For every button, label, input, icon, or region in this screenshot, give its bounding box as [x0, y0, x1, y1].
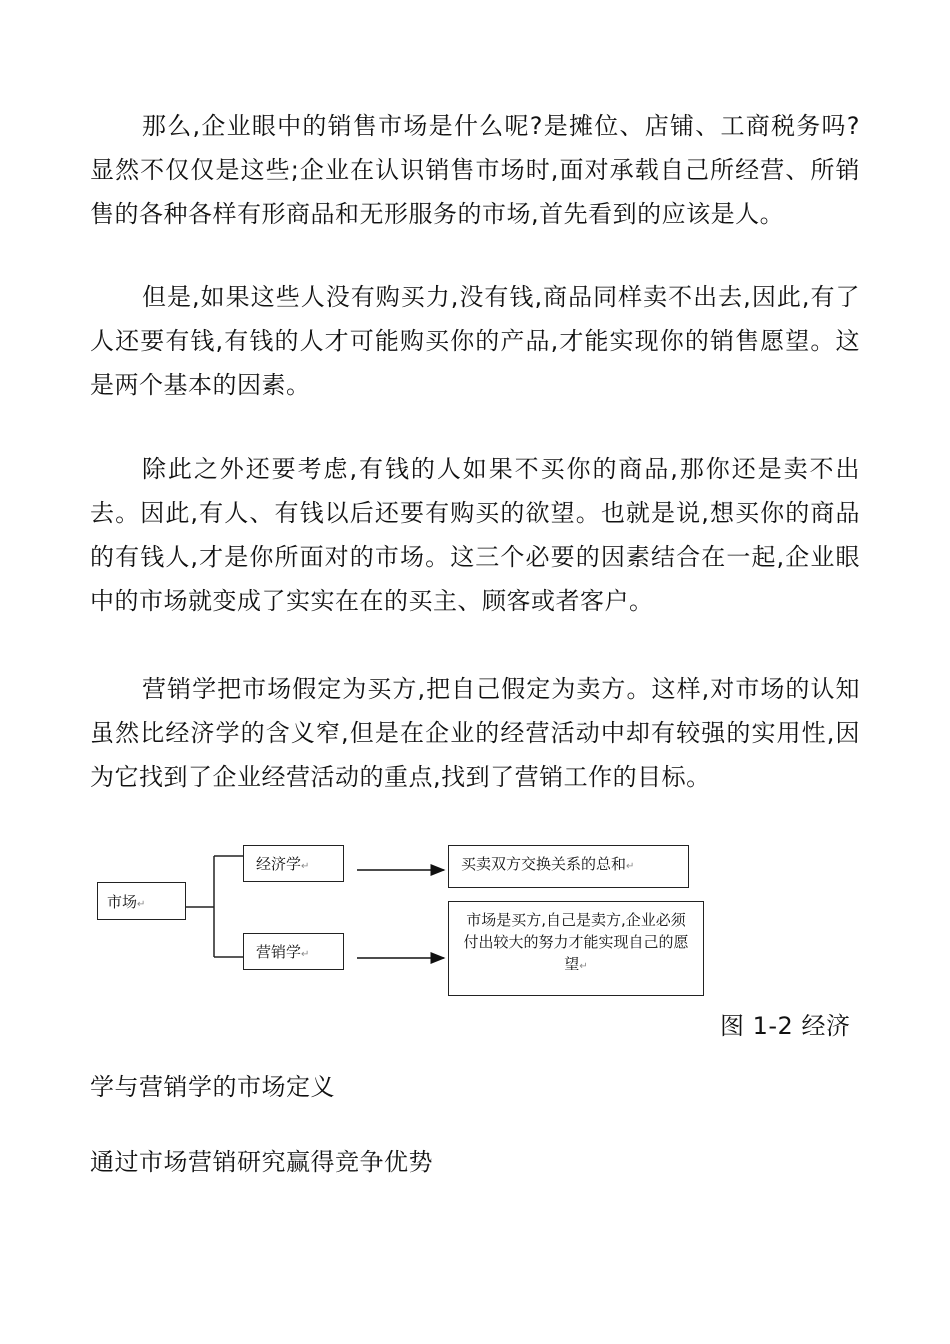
paragraph-4: 营销学把市场假定为买方,把自己假定为卖方。这样,对市场的认知虽然比经济学的含义窄,但是在企业的经营活动中却有较强的实用性,因为它找到了企业经营活动的重点,找到了营销工作的目标。 [90, 675, 860, 791]
return-mark: ↵ [579, 961, 588, 972]
diagram-node-market-label: 市场 [107, 893, 138, 911]
paragraph-2: 但是,如果这些人没有购买力,没有钱,商品同样卖不出去,因此,有了人还要有钱,有钱的人才可能购买你的产品,才能实现你的销售愿望。这是两个基本的因素。 [90, 283, 860, 399]
diagram-node-marketing [243, 933, 344, 970]
return-mark: ↵ [301, 949, 310, 960]
return-mark: ↵ [137, 899, 146, 910]
diagram-node-economics-label: 经济学 [256, 855, 302, 873]
diagram-node-economics [243, 845, 344, 882]
diagram-node-marketing-definition [448, 901, 704, 996]
figure-caption-part1: 图 1-2 经济 [720, 1012, 851, 1040]
return-mark: ↵ [301, 861, 310, 872]
diagram-node-economics-definition [448, 845, 689, 888]
economics-definition-text: 买卖双方交换关系的总和 [461, 855, 627, 873]
diagram-node-market [97, 882, 186, 920]
section-heading: 通过市场营销研究赢得竞争优势 [90, 1148, 433, 1176]
return-mark: ↵ [626, 861, 635, 872]
paragraph-3: 除此之外还要考虑,有钱的人如果不买你的商品,那你还是卖不出去。因此,有人、有钱以后还要有购买的欲望。也就是说,想买你的商品的有钱人,才是你所面对的市场。这三个必要的因素结合在一起,企业眼中的市场就变成了实实在在的买主、顾客或者客户。 [90, 455, 860, 615]
paragraph-1: 那么,企业眼中的销售市场是什么呢?是摊位、店铺、工商税务吗?显然不仅仅是这些;企业在认识销售市场时,面对承载自己所经营、所销售的各种各样有形商品和无形服务的市场,首先看到的应该是人。 [90, 112, 860, 228]
marketing-definition-text: 市场是买方,自己是卖方,企业必须付出较大的努力才能实现自己的愿望 [463, 911, 689, 973]
diagram-node-marketing-label: 营销学 [256, 943, 302, 961]
figure-caption-part2: 学与营销学的市场定义 [90, 1073, 335, 1101]
